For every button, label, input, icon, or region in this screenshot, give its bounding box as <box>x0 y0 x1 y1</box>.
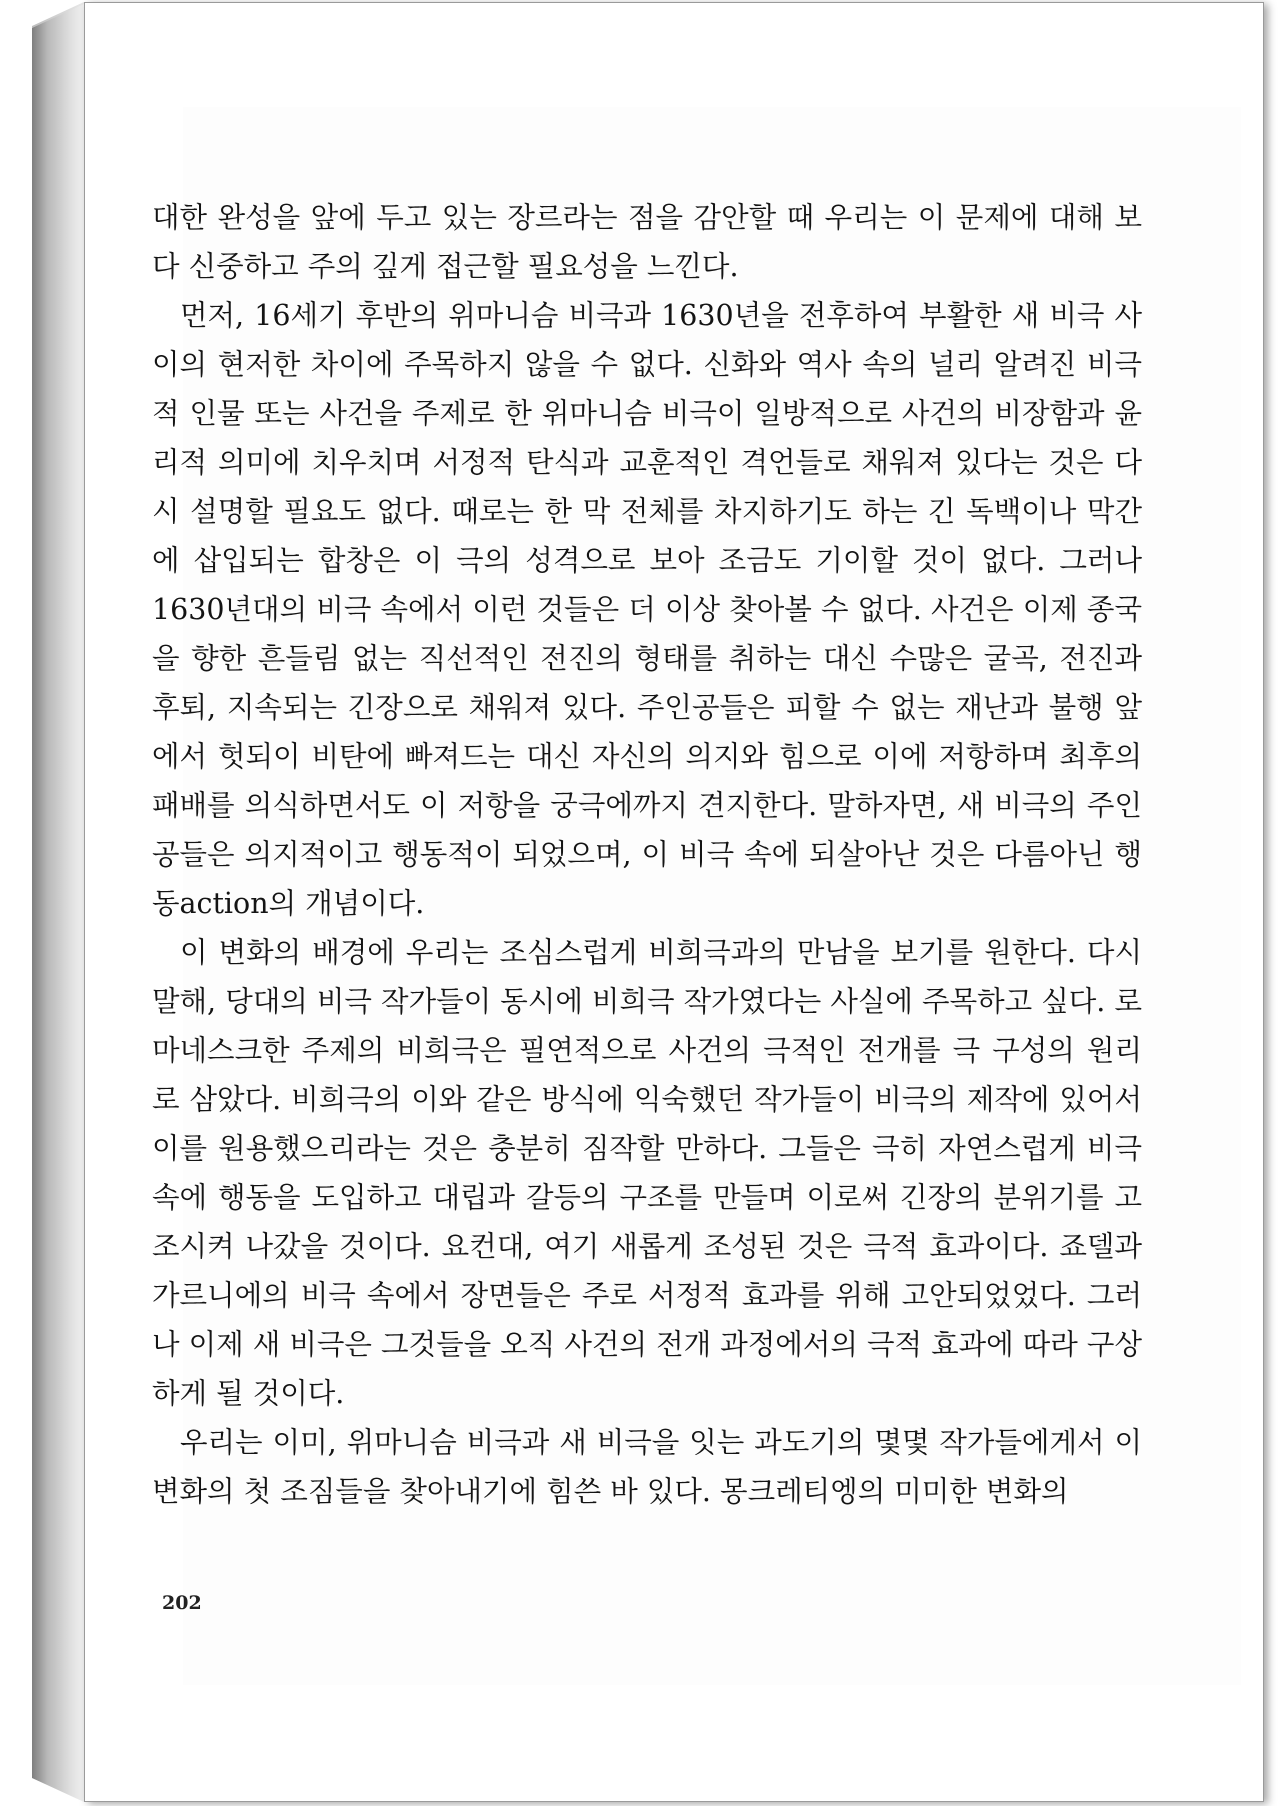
paragraph-1: 대한 완성을 앞에 두고 있는 장르라는 점을 감안할 때 우리는 이 문제에 대해 보다 신중하고 주의 깊게 접근할 필요성을 느낀다. <box>152 201 1142 283</box>
page-number: 202 <box>162 1592 202 1614</box>
paragraph-3: 이 변화의 배경에 우리는 조심스럽게 비희극과의 만남을 보기를 원한다. 다시 말해, 당대의 비극 작가들이 동시에 비희극 작가였다는 사실에 주목하고 싶다. 로마네스크한 주제의 비희극은 필연적으로 사건의 극적인 전개를 극 구성의 원리로 삼았다. 비희극의 이와 같은 방식에 익숙했던 작가들이 비극의 제작에 있어서 이를 원용했으리라는 것은 충분히 짐작할 만하다. 그들은 극히 자연스럽게 비극 속에 행동을 도입하고 대립과 갈등의 구조를 만들며 이로써 긴장의 분위기를 고조시켜 나갔을 것이다. 요컨대, 여기 새롭게 조성된 것은 극적 효과이다. 죠델과 가르니에의 비극 속에서 장면들은 주로 서정적 효과를 위해 고안되었었다. 그러나 이제 새 비극은 그것들을 오직 사건의 전개 과정에서의 극적 효과에 따라 구상하게 될 것이다. <box>152 936 1142 1410</box>
book-spine <box>32 4 84 1802</box>
paragraph-4: 우리는 이미, 위마니슴 비극과 새 비극을 잇는 과도기의 몇몇 작가들에게서 이 변화의 첫 조짐들을 찾아내기에 힘쓴 바 있다. 몽크레티엥의 미미한 변화의 <box>152 1426 1142 1508</box>
page-body-text <box>152 193 1142 1516</box>
paragraph-2: 먼저, 16세기 후반의 위마니슴 비극과 1630년을 전후하여 부활한 새 비극 사이의 현저한 차이에 주목하지 않을 수 없다. 신화와 역사 속의 널리 알려진 비극적 인물 또는 사건을 주제로 한 위마니슴 비극이 일방적으로 사건의 비장함과 윤리적 의미에 치우치며 서정적 탄식과 교훈적인 격언들로 채워져 있다는 것은 다시 설명할 필요도 없다. 때로는 한 막 전체를 차지하기도 하는 긴 독백이나 막간에 삽입되는 합창은 이 극의 성격으로 보아 조금도 기이할 것이 없다. 그러나 1630년대의 비극 속에서 이런 것들은 더 이상 찾아볼 수 없다. 사건은 이제 종국을 향한 흔들림 없는 직선적인 전진의 형태를 취하는 대신 수많은 굴곡, 전진과 후퇴, 지속되는 긴장으로 채워져 있다. 주인공들은 피할 수 없는 재난과 불행 앞에서 헛되이 비탄에 빠져드는 대신 자신의 의지와 힘으로 이에 저항하며 최후의 패배를 의식하면서도 이 저항을 궁극에까지 견지한다. 말하자면, 새 비극의 주인공들은 의지적이고 행동적이 되었으며, 이 비극 속에 되살아난 것은 다름아닌 행동action의 개념이다. <box>152 299 1142 920</box>
